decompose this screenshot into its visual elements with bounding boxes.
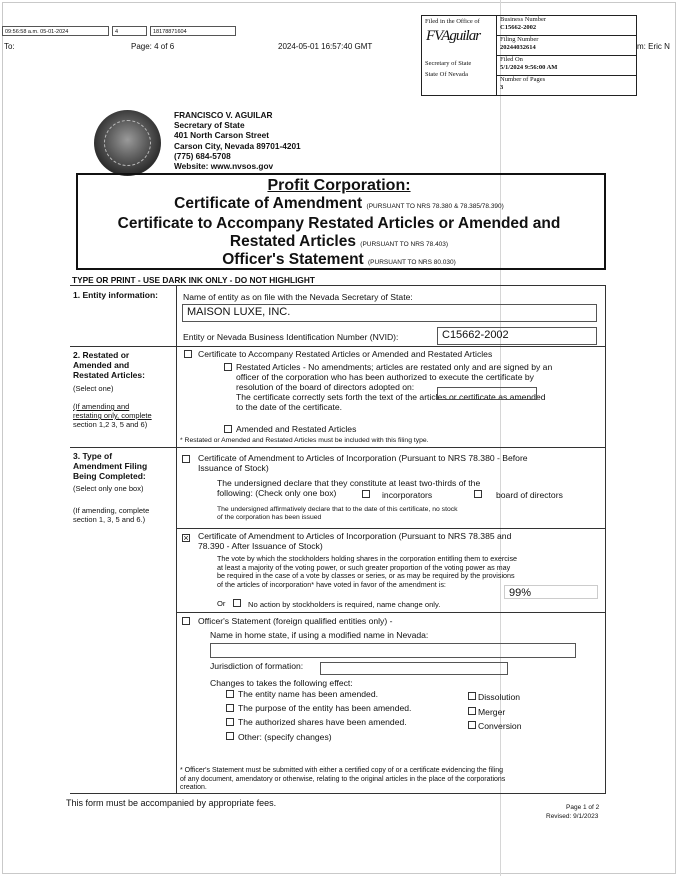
filed-on: 5/1/2024 9:56:00 AM [500, 63, 558, 71]
no-stock-declaration: The undersigned affirmatively declare that to the date of this certificate, no stock of the corporation has been issued [217, 506, 458, 521]
office-name: FRANCISCO V. AGUILAR [174, 110, 273, 120]
name-amended-label: The entity name has been amended. [238, 689, 378, 699]
entity-name-field[interactable]: MAISON LUXE, INC. [182, 304, 597, 322]
grid-line [70, 346, 606, 347]
filed-on-cell [497, 56, 636, 76]
business-number: C15662-2002 [500, 23, 537, 31]
state-of-nevada: State Of Nevada [425, 71, 468, 78]
section3-note: (If amending, complete section 1, 3, 5 and 6.) [73, 506, 150, 524]
officer-statement-checkbox[interactable] [182, 617, 190, 625]
section1-label: 1. Entity information: [73, 290, 158, 300]
fees-notice: This form must be accompanied by appropriate fees. [66, 798, 277, 808]
no-action-checkbox[interactable] [233, 599, 241, 607]
filing-number: 20244032614 [500, 43, 536, 51]
grid-line [176, 285, 177, 793]
title-restated: Restated Articles (PURSUANT TO NRS 78.403) [229, 233, 449, 250]
grid-line [70, 793, 606, 794]
dissolution-checkbox[interactable] [468, 692, 476, 700]
other-changes-checkbox[interactable] [226, 732, 234, 740]
fold-line [500, 0, 504, 876]
business-number-label: Business Number [500, 16, 547, 23]
accompany-restated-checkbox[interactable] [184, 350, 192, 358]
fax-id: 18178871604 [150, 26, 236, 36]
merger-label: Merger [478, 707, 506, 717]
merger-checkbox[interactable] [468, 707, 476, 715]
accompany-restated-label: Certificate to Accompany Restated Articles or Amended and Restated Articles [198, 349, 493, 359]
fax-page-number: 4 [112, 26, 147, 36]
pages-cell [497, 76, 636, 95]
purpose-amended-checkbox[interactable] [226, 704, 234, 712]
filing-number-cell [497, 36, 636, 56]
section3-label: 3. Type of Amendment Filing Being Completed: [73, 451, 148, 481]
jurisdiction-prompt: Jurisdiction of formation: [210, 661, 304, 671]
filing-stamp [421, 15, 637, 96]
no-action-label: No action by stockholders is required, name change only. [248, 600, 441, 609]
or-label: Or [217, 599, 226, 608]
dissolution-label: Dissolution [478, 692, 521, 702]
after-issuance-label: Certificate of Amendment to Articles of Incorporation (Pursuant to NRS 78.385 and 78.390 - After Issuance of Stock) [198, 531, 512, 551]
vote-statement: The vote by which the stockholders holding shares in the corporation entitling them to exercise at least a majority of the voting power, or such greater proportion of the voting power as may be required in the case of a vote by classes or series, or as may be required by the provisions of the articles of incorporation* have voted in favor of the amendment is: [217, 554, 518, 589]
office-phone: (775) 684-5708 [174, 150, 231, 161]
incorporators-checkbox[interactable] [362, 490, 370, 498]
filed-on-label: Filed On [500, 56, 523, 63]
section2-select-hint: (Select one) [73, 384, 114, 393]
officer-statement-label: Officer's Statement (foreign qualified entities only) - [198, 616, 393, 626]
section2-footnote: * Restated or Amended and Restated Articles must be included with this filing type. [180, 437, 429, 444]
restated-only-checkbox[interactable] [224, 363, 232, 371]
shares-amended-checkbox[interactable] [226, 718, 234, 726]
purpose-amended-label: The purpose of the entity has been amended. [238, 703, 412, 713]
grid-line [70, 447, 606, 448]
title-officer-statement: Officer's Statement (PURSUANT TO NRS 80.030) [222, 251, 456, 268]
conversion-label: Conversion [478, 721, 522, 731]
jurisdiction-field[interactable] [320, 662, 508, 675]
pages-label: Number of Pages [500, 76, 546, 83]
office-street: 401 North Carson Street [174, 130, 269, 141]
entity-name-prompt: Name of entity as on file with the Nevada Secretary of State: [183, 292, 413, 302]
grid-line [176, 612, 606, 613]
board-directors-checkbox[interactable] [474, 490, 482, 498]
nvid-prompt: Entity or Nevada Business Identification Number (NVID): [183, 332, 399, 342]
before-issuance-checkbox[interactable] [182, 455, 190, 463]
ink-instruction: TYPE OR PRINT - USE DARK INK ONLY - DO NOT HIGHLIGHT [72, 275, 315, 285]
fax-to-label: To: [4, 42, 15, 51]
grid-line [176, 528, 606, 529]
office-city: Carson City, Nevada 89701-4201 [174, 140, 301, 151]
after-issuance-checkbox[interactable]: × [183, 533, 189, 543]
incorporators-label: incorporators [382, 490, 433, 500]
conversion-checkbox[interactable] [468, 721, 476, 729]
title-certificate-amendment: Certificate of Amendment (PURSUANT TO NRS 78.380 & 78.385/78.390) [174, 195, 504, 212]
officer-statement-footnote: * Officer's Statement must be submitted with either a certified copy of or a certificate evidencing the filing of any document, amendatory or otherwise, relating to the original articles in the place of the corporations creation. [180, 767, 506, 791]
home-name-field[interactable] [210, 643, 576, 658]
signature: FVAguilar [426, 28, 481, 44]
other-changes-label: Other: (specify changes) [238, 732, 332, 742]
section3-select-hint: (Select only one box) [73, 484, 144, 493]
title-profit-corp: Profit Corporation: [267, 177, 411, 194]
grid-line [605, 285, 606, 793]
title-accompany: Certificate to Accompany Restated Articles or Amended and [117, 215, 561, 232]
section2-note: (If amending and restating only, complete section 1,2 3, 5 and 6) [73, 402, 152, 429]
vote-percentage-field[interactable]: 99% [504, 585, 598, 599]
grid-line [70, 285, 606, 286]
office-website: Website: www.nvsos.gov [174, 161, 274, 172]
filed-in-office: Filed in the Office of [425, 18, 480, 25]
business-number-cell [497, 16, 636, 36]
fax-datetime: 2024-05-01 16:57:40 GMT [278, 42, 373, 51]
shares-amended-label: The authorized shares have been amended. [238, 717, 407, 727]
section2-label: 2. Restated or Amended and Restated Articles: [73, 350, 145, 380]
fax-page-of: Page: 4 of 6 [131, 42, 175, 51]
nevada-state-seal [94, 110, 161, 176]
amended-restated-label: Amended and Restated Articles [236, 424, 357, 434]
filing-number-label: Filing Number [500, 36, 539, 43]
amended-restated-checkbox[interactable] [224, 425, 232, 433]
before-issuance-label: Certificate of Amendment to Articles of Incorporation (Pursuant to NRS 78.380 - Before Issuance of Stock) [198, 453, 528, 473]
pages-count: 3 [500, 83, 504, 91]
revised-date: Revised: 9/1/2023 [546, 813, 599, 820]
office-address [174, 110, 301, 171]
restated-only-text: Restated Articles - No amendments; articles are restated only and are signed by an officer of the corporation who has been authorized to execute the certificate by resolution of the board of directors adopted on: The certificate correctly sets forth the text of the articles or certificate as amended to the date of the certificate. [236, 362, 553, 412]
home-name-prompt: Name in home state, if using a modified name in Nevada: [210, 630, 429, 640]
fax-from-label: m: Eric N [637, 42, 670, 51]
nvid-field[interactable]: C15662-2002 [437, 327, 597, 345]
resolution-date-field[interactable] [437, 387, 537, 400]
page-number: Page 1 of 2 [566, 804, 600, 811]
board-directors-label: board of directors [496, 490, 563, 500]
fax-timestamp: 09:56:58 a.m. 05-01-2024 [2, 26, 109, 36]
filing-office-cell [422, 16, 497, 95]
name-amended-checkbox[interactable] [226, 690, 234, 698]
secretary-of-state: Secretary of State [425, 60, 472, 67]
two-thirds-declaration: The undersigned declare that they constitute at least two-thirds of the following: (Check only one box) [217, 478, 481, 498]
changes-label: Changes to takes the following effect: [210, 678, 353, 688]
office-title: Secretary of State [174, 120, 245, 131]
